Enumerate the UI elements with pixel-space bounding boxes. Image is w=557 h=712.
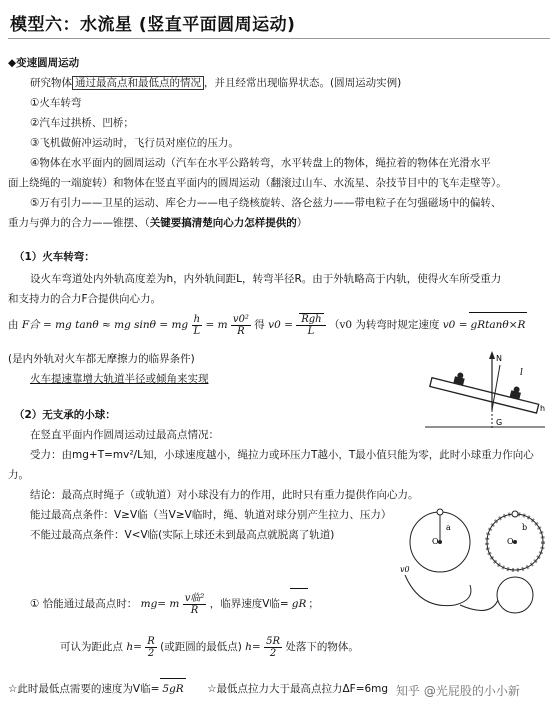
label-l: l [520,368,523,378]
critical-end: ； [308,598,319,610]
formula-prefix: 由 [8,319,19,331]
drop-text-b: (或距圆的最低点) [160,641,242,653]
example-item-5b [8,216,307,230]
section-heading-variable-circular: ◆变速圆周运动 [8,57,80,69]
ball-conclusion: 结论：最高点时绳子（或轨道）对小球没有力的作用，此时只有重力提供作向心力。 [30,489,419,501]
frac-num: R [147,635,155,647]
example-item-1: ①火车转弯 [30,97,82,109]
ball-paragraph-1: 在竖直平面内作圆周运动过最高点情况： [30,429,219,441]
example-item-4b: 面上绕绳的一端旋转）和物体在竖直平面内的圆周运动（翻滚过山车、水流星、杂技节目中的飞车走壁等）。 [8,177,507,189]
formula-force: F合 = mg tanθ ≈ mg sinθ = mg [21,319,189,331]
train-paragraph-2: 和支持力的合力F合提供向心力。 [8,293,162,305]
label-b: b [522,523,528,532]
formula-v0eq: v0 = [268,319,293,331]
frac-num: v临² [184,592,205,604]
label-v0: v0 [400,565,410,574]
train-formula [8,312,527,337]
intro-text-a: 研究物体 [30,77,72,89]
formula-de: 得 [254,319,265,331]
drop-text-a: 可认为距此点 [60,641,123,653]
drop-height-line [60,632,359,662]
train-speedup-note: 火车提速靠增大轨道半径或倾角来实现 [30,373,209,385]
frac-num: 5R [266,635,280,647]
frac-den: L [193,325,201,337]
watermark-text: 知乎 @光屁股的小小新 [396,684,520,698]
sqrt-grtan: gRtanθ×R [469,312,528,337]
example-item-5b-text: 重力与弹力的合力——锥摆、（ [8,217,150,229]
fraction-vsq-over-r [183,593,207,616]
frac-num [296,313,325,326]
sqrt-gr: gR [290,588,309,619]
train-incline-diagram [420,345,550,435]
fraction-r-over-2 [145,636,157,659]
frac-num: v0² [232,313,249,325]
section-heading-ball: （2）无支承的小球： [14,409,116,421]
label-n: N [496,354,502,363]
example-item-5a: ⑤万有引力——卫星的运动、库仑力——电子绕核旋转、洛仑兹力——带电粒子在匀强磁场中的偏转、 [30,197,502,209]
intro-boxed-text: 通过最高点和最低点的情况 [72,76,204,90]
ball-fail-condition: 不能过最高点条件：V<V临(实际上球还未到最高点就脱离了轨道) [30,529,335,541]
mg-eq: mg= m [140,598,180,610]
frac-den: R [237,325,245,337]
section-heading-train-turn: （1）火车转弯： [14,251,95,263]
h-eq-1: h= [126,641,142,653]
vertical-circle-diagrams [400,500,550,620]
fraction-h-over-l [192,314,203,337]
frac-den: 2 [269,647,277,659]
intro-line [30,76,401,90]
intro-text-b: ，并且经常出现临界状态。(圆周运动实例) [204,77,402,89]
formula-note: （v0 为转弯时规定速度 [328,319,440,331]
lowest-point-line [8,678,388,699]
title-divider [8,38,550,39]
critical-speed-text: ，临界速度V临= [209,598,289,610]
frac-den: R [190,604,199,616]
page-title: 模型六：水流星 (竖直平面圆周运动) [10,15,296,35]
frac-den: L [307,326,315,337]
label-g: G [496,418,503,427]
ball-paragraph-2: 受力：由mg+T=mv²/L知，小球速度越小，绳拉力或环压力T越小，T最小值只能为零，此时小球重力作向心 [30,449,534,461]
label-o2: O [507,537,514,546]
ball-pass-condition: 能过最高点条件：V≥V临（当V≥V临时，绳、轨道对球分别产生拉力、压力） [30,509,392,521]
lowest-speed-text: ☆此时最低点需要的速度为V临= [8,683,160,695]
frac-den: 2 [147,647,155,659]
example-item-3: ③飞机做俯冲运动时，飞行员对座位的压力。 [30,137,239,149]
h-eq-2: h= [245,641,261,653]
critical-speed-line [30,588,319,619]
drop-text-c: 处落下的物体。 [285,641,359,653]
formula-v0eq2: v0 = [442,319,468,331]
example-item-2: ②汽车过拱桥、凹桥； [30,117,134,129]
label-a: a [446,523,451,532]
frac-num: h [192,314,203,326]
fraction-sqrt-rgh-over-l [296,313,325,337]
sqrt-5gr: 5gR [160,678,185,699]
fraction-v0sq-over-r [231,314,251,337]
critical-label: ① 恰能通过最高点时： [30,598,138,610]
ball-paragraph-3: 力。 [8,469,29,481]
key-note: 关键要搞清楚向心力怎样提供的 [149,217,297,229]
tension-diff-text: ☆最低点拉力大于最高点拉力ΔF=6mg [207,683,389,695]
train-condition: (是内外轨对火车都无摩擦力的临界条件) [8,353,195,365]
example-item-4a: ④物体在水平面内的圆周运动（汽车在水平公路转弯，水平转盘上的物体，绳拉着的物体在光滑水平 [30,157,491,169]
label-h: h [540,404,546,413]
formula-eq-m: = m [205,319,228,331]
train-paragraph-1: 设火车弯道处内外轨高度差为h，内外轨间距L，转弯半径R。由于外轨略高于内轨，使得火车所受重力 [30,273,502,285]
key-note-close: ） [296,217,308,229]
label-o1: O [432,537,439,546]
fraction-5r-over-2 [264,636,282,659]
sqrt-rgh: Rgh [301,314,322,325]
